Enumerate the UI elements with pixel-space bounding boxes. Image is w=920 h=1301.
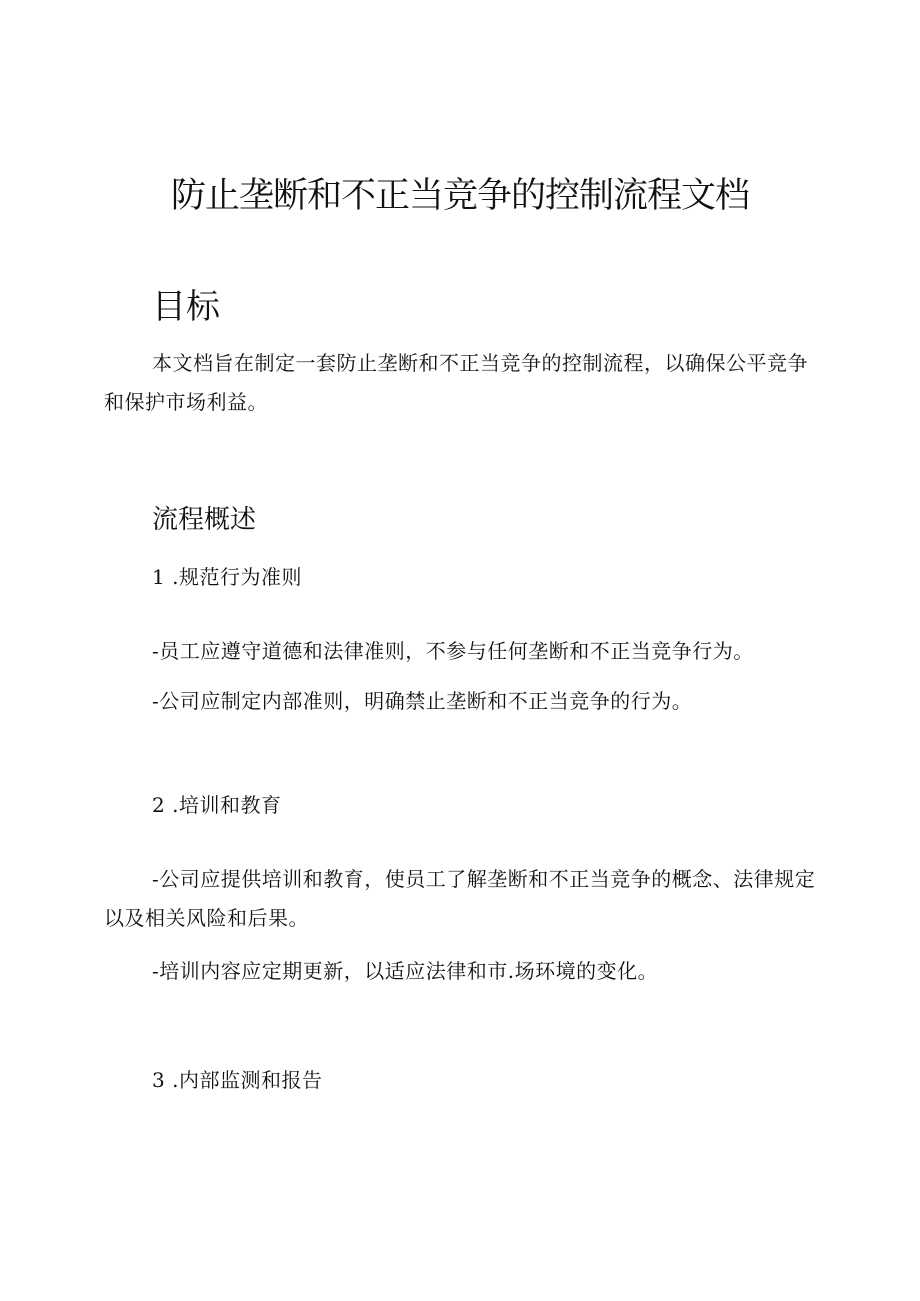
item-2-bullet-2: -培训内容应定期更新，以适应法律和市.场环境的变化。 xyxy=(152,959,659,983)
item-heading-2: 2 .培训和教育 xyxy=(152,793,282,817)
section-heading-overview: 流程概述 xyxy=(152,505,257,535)
item-1-bullet-2: -公司应制定内部准则，明确禁止垄断和不正当竞争的行为。 xyxy=(152,689,693,713)
section-heading-goal: 目标 xyxy=(152,287,220,327)
item-heading-1: 1 .规范行为准则 xyxy=(152,565,302,589)
item-2-bullet-1: -公司应提供培训和教育，使员工了解垄断和不正当竞争的概念、法律规定以及相关风险和后果。 xyxy=(104,867,816,930)
document-title: 防止垄断和不正当竞争的控制流程文档 xyxy=(170,176,749,216)
item-heading-3: 3 .内部监测和报告 xyxy=(152,1068,323,1092)
item-1-bullet-1: -员工应遵守道德和法律准则，不参与任何垄断和不正当竞争行为。 xyxy=(152,639,754,663)
goal-paragraph: 本文档旨在制定一套防止垄断和不正当竞争的控制流程，以确保公平竞争和保护市场利益。 xyxy=(104,351,808,414)
